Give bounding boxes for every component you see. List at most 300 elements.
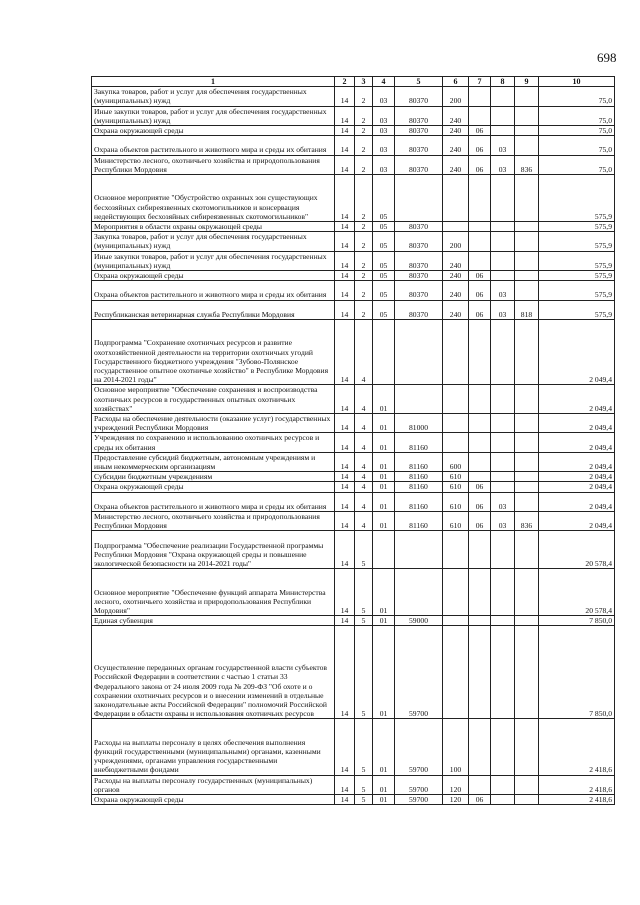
table-row [92, 531, 615, 569]
code-cell: 03 [491, 281, 515, 300]
amount-cell: 75,0 [539, 126, 615, 136]
code-cell [515, 175, 539, 222]
code-cell: 14 [335, 616, 355, 626]
code-cell [491, 414, 515, 433]
amount-cell: 2 049,4 [539, 433, 615, 452]
row-name: Охрана объектов растительного и животного мира и среды их обитания [92, 492, 335, 511]
code-cell: 5 [355, 775, 373, 794]
code-cell: 01 [373, 569, 395, 616]
code-cell: 03 [491, 155, 515, 174]
row-name: Расходы на обеспечение деятельности (оказание услуг) государственных учреждений Республики Мордовия [92, 414, 335, 433]
code-cell [515, 232, 539, 251]
table-row [92, 512, 615, 531]
code-cell [395, 385, 443, 414]
code-cell [469, 569, 491, 616]
code-cell [469, 626, 491, 719]
amount-cell: 20 578,4 [539, 569, 615, 616]
code-cell: 5 [355, 531, 373, 569]
code-cell: 2 [355, 106, 373, 125]
code-cell [443, 626, 469, 719]
row-name: Охрана окружающей среды [92, 795, 335, 805]
table-row [92, 719, 615, 775]
code-cell: 80370 [395, 87, 443, 106]
code-cell: 03 [373, 136, 395, 155]
code-cell: 836 [515, 155, 539, 174]
code-cell: 240 [443, 251, 469, 270]
table-row [92, 155, 615, 174]
header-cell: 10 [539, 77, 615, 87]
header-cell: 1 [92, 77, 335, 87]
row-name: Охрана окружающей среды [92, 482, 335, 492]
code-cell [443, 569, 469, 616]
amount-cell: 2 049,4 [539, 492, 615, 511]
code-cell [491, 126, 515, 136]
code-cell: 14 [335, 175, 355, 222]
amount-cell: 2 049,4 [539, 320, 615, 385]
code-cell [491, 719, 515, 775]
code-cell [395, 320, 443, 385]
code-cell: 14 [335, 512, 355, 531]
code-cell [443, 433, 469, 452]
code-cell [469, 175, 491, 222]
table-row [92, 414, 615, 433]
code-cell [515, 271, 539, 281]
code-cell [469, 251, 491, 270]
code-cell: 2 [355, 271, 373, 281]
code-cell [443, 531, 469, 569]
code-cell: 14 [335, 385, 355, 414]
amount-cell: 75,0 [539, 155, 615, 174]
code-cell: 14 [335, 433, 355, 452]
code-cell [469, 472, 491, 482]
code-cell [515, 472, 539, 482]
code-cell: 01 [373, 452, 395, 471]
row-name: Основное мероприятие "Обеспечение сохранения и воспроизводства охотничьих ресурсов в государственных опытных охотничьих хозяйствах" [92, 385, 335, 414]
code-cell: 14 [335, 626, 355, 719]
code-cell [491, 106, 515, 125]
code-cell: 81160 [395, 472, 443, 482]
code-cell: 818 [515, 300, 539, 319]
code-cell: 610 [443, 512, 469, 531]
amount-cell: 2 049,4 [539, 385, 615, 414]
table-row [92, 775, 615, 794]
code-cell: 4 [355, 414, 373, 433]
code-cell: 06 [469, 492, 491, 511]
header-cell: 3 [355, 77, 373, 87]
code-cell: 81160 [395, 512, 443, 531]
amount-cell: 2 049,4 [539, 482, 615, 492]
code-cell: 14 [335, 472, 355, 482]
code-cell [491, 251, 515, 270]
code-cell [491, 775, 515, 794]
code-cell: 01 [373, 775, 395, 794]
code-cell [491, 433, 515, 452]
code-cell: 14 [335, 126, 355, 136]
code-cell: 81160 [395, 492, 443, 511]
code-cell: 03 [373, 155, 395, 174]
row-name: Иные закупки товаров, работ и услуг для обеспечения государственных (муниципальных) нужд [92, 251, 335, 270]
code-cell: 81000 [395, 414, 443, 433]
code-cell: 05 [373, 175, 395, 222]
code-cell: 610 [443, 472, 469, 482]
header-cell: 5 [395, 77, 443, 87]
code-cell: 240 [443, 126, 469, 136]
amount-cell: 575,9 [539, 232, 615, 251]
code-cell: 80370 [395, 106, 443, 125]
code-cell: 4 [355, 492, 373, 511]
code-cell [515, 222, 539, 232]
code-cell: 01 [373, 482, 395, 492]
code-cell [491, 271, 515, 281]
code-cell [515, 126, 539, 136]
code-cell [491, 472, 515, 482]
amount-cell: 575,9 [539, 175, 615, 222]
row-name: Предоставление субсидий бюджетным, автономным учреждениям и иным некоммерческим организациям [92, 452, 335, 471]
code-cell: 14 [335, 136, 355, 155]
code-cell [515, 106, 539, 125]
code-cell: 01 [373, 472, 395, 482]
code-cell: 05 [373, 281, 395, 300]
code-cell [515, 775, 539, 794]
code-cell: 14 [335, 320, 355, 385]
code-cell: 06 [469, 512, 491, 531]
code-cell [491, 452, 515, 471]
code-cell: 200 [443, 232, 469, 251]
code-cell [395, 175, 443, 222]
header-cell: 8 [491, 77, 515, 87]
code-cell: 2 [355, 155, 373, 174]
amount-cell: 575,9 [539, 271, 615, 281]
code-cell: 240 [443, 106, 469, 125]
row-name: Учреждения по сохранению и использованию охотничьих ресурсов и среды их обитания [92, 433, 335, 452]
amount-cell: 75,0 [539, 136, 615, 155]
code-cell: 80370 [395, 136, 443, 155]
code-cell [491, 232, 515, 251]
row-name: Основное мероприятие "Обустройство охранных зон существующих бесхозяйных сибиреязвенных скотомогильников и консервация недействующих бесхозяйных сибиреязвенных скотомогильников" [92, 175, 335, 222]
code-cell: 01 [373, 512, 395, 531]
amount-cell: 2 418,6 [539, 775, 615, 794]
table-row [92, 385, 615, 414]
header-cell: 7 [469, 77, 491, 87]
code-cell: 600 [443, 452, 469, 471]
code-cell: 03 [491, 492, 515, 511]
code-cell [443, 616, 469, 626]
code-cell: 01 [373, 719, 395, 775]
code-cell: 120 [443, 795, 469, 805]
code-cell: 03 [373, 126, 395, 136]
code-cell: 4 [355, 452, 373, 471]
code-cell [491, 385, 515, 414]
row-name: Расходы на выплаты персоналу в целях обеспечения выполнения функций государственными (муниципальными) органами, казенными учреждениями, органами управления государственными внебюджетными фондами [92, 719, 335, 775]
table-row [92, 281, 615, 300]
code-cell [469, 320, 491, 385]
table-row [92, 433, 615, 452]
code-cell: 80370 [395, 251, 443, 270]
code-cell [469, 775, 491, 794]
page-number: 698 [597, 50, 617, 65]
code-cell [469, 452, 491, 471]
code-cell [491, 87, 515, 106]
code-cell: 59000 [395, 616, 443, 626]
code-cell: 610 [443, 492, 469, 511]
code-cell [515, 136, 539, 155]
code-cell: 2 [355, 281, 373, 300]
code-cell [491, 482, 515, 492]
header-cell: 9 [515, 77, 539, 87]
code-cell: 240 [443, 281, 469, 300]
code-cell: 05 [373, 222, 395, 232]
row-name: Закупка товаров, работ и услуг для обеспечения государственных (муниципальных) нужд [92, 87, 335, 106]
code-cell: 05 [373, 300, 395, 319]
code-cell [469, 87, 491, 106]
code-cell: 4 [355, 433, 373, 452]
code-cell [491, 531, 515, 569]
code-cell: 80370 [395, 271, 443, 281]
code-cell: 240 [443, 136, 469, 155]
table-row [92, 616, 615, 626]
table-row [92, 222, 615, 232]
code-cell: 03 [373, 106, 395, 125]
code-cell: 01 [373, 616, 395, 626]
code-cell: 2 [355, 232, 373, 251]
amount-cell: 2 418,6 [539, 795, 615, 805]
header-cell: 6 [443, 77, 469, 87]
code-cell: 2 [355, 175, 373, 222]
code-cell: 4 [355, 385, 373, 414]
code-cell: 03 [491, 300, 515, 319]
code-cell: 200 [443, 87, 469, 106]
code-cell [515, 616, 539, 626]
row-name: Субсидии бюджетным учреждениям [92, 472, 335, 482]
code-cell: 5 [355, 616, 373, 626]
code-cell [373, 531, 395, 569]
code-cell [515, 281, 539, 300]
code-cell: 80370 [395, 281, 443, 300]
code-cell [515, 482, 539, 492]
amount-cell: 2 049,4 [539, 414, 615, 433]
code-cell [469, 222, 491, 232]
code-cell: 240 [443, 155, 469, 174]
code-cell: 14 [335, 106, 355, 125]
table-row [92, 136, 615, 155]
code-cell: 4 [355, 472, 373, 482]
table-row [92, 126, 615, 136]
code-cell [373, 320, 395, 385]
code-cell [469, 719, 491, 775]
code-cell: 2 [355, 136, 373, 155]
code-cell: 81160 [395, 433, 443, 452]
code-cell: 14 [335, 87, 355, 106]
code-cell: 06 [469, 271, 491, 281]
code-cell: 14 [335, 300, 355, 319]
code-cell: 06 [469, 482, 491, 492]
code-cell: 14 [335, 795, 355, 805]
table-row [92, 472, 615, 482]
code-cell [491, 616, 515, 626]
code-cell: 14 [335, 775, 355, 794]
code-cell [515, 795, 539, 805]
amount-cell: 7 850,0 [539, 616, 615, 626]
code-cell [515, 531, 539, 569]
code-cell [443, 222, 469, 232]
row-name: Расходы на выплаты персоналу государственных (муниципальных) органов [92, 775, 335, 794]
code-cell: 05 [373, 251, 395, 270]
code-cell: 2 [355, 251, 373, 270]
row-name: Министерство лесного, охотничьего хозяйства и природопользования Республики Мордовия [92, 512, 335, 531]
code-cell: 240 [443, 300, 469, 319]
code-cell: 03 [491, 136, 515, 155]
amount-cell: 575,9 [539, 300, 615, 319]
table-row [92, 232, 615, 251]
table-header-row [92, 77, 615, 87]
amount-cell: 575,9 [539, 251, 615, 270]
code-cell: 80370 [395, 155, 443, 174]
code-cell: 836 [515, 512, 539, 531]
code-cell: 14 [335, 271, 355, 281]
code-cell [491, 222, 515, 232]
code-cell: 14 [335, 569, 355, 616]
code-cell: 5 [355, 569, 373, 616]
amount-cell: 2 418,6 [539, 719, 615, 775]
code-cell [515, 452, 539, 471]
code-cell: 01 [373, 433, 395, 452]
code-cell: 01 [373, 795, 395, 805]
table-row [92, 175, 615, 222]
table-row [92, 271, 615, 281]
table-row [92, 452, 615, 471]
code-cell [515, 251, 539, 270]
amount-cell: 20 578,4 [539, 531, 615, 569]
row-name: Мероприятия в области охраны окружающей среды [92, 222, 335, 232]
code-cell: 81160 [395, 482, 443, 492]
code-cell: 2 [355, 126, 373, 136]
code-cell [491, 569, 515, 616]
code-cell: 06 [469, 795, 491, 805]
code-cell [515, 719, 539, 775]
row-name: Министерство лесного, охотничьего хозяйства и природопользования Республики Мордовия [92, 155, 335, 174]
code-cell: 01 [373, 492, 395, 511]
code-cell [443, 320, 469, 385]
code-cell [469, 414, 491, 433]
code-cell: 5 [355, 719, 373, 775]
code-cell: 80370 [395, 222, 443, 232]
code-cell [395, 569, 443, 616]
code-cell [491, 626, 515, 719]
code-cell: 59700 [395, 775, 443, 794]
code-cell: 80370 [395, 126, 443, 136]
code-cell [491, 795, 515, 805]
code-cell: 14 [335, 452, 355, 471]
code-cell: 06 [469, 136, 491, 155]
table-row [92, 251, 615, 270]
code-cell: 4 [355, 482, 373, 492]
table-row [92, 482, 615, 492]
amount-cell: 7 850,0 [539, 626, 615, 719]
code-cell [515, 87, 539, 106]
amount-cell: 2 049,4 [539, 512, 615, 531]
code-cell [515, 569, 539, 616]
code-cell [515, 414, 539, 433]
row-name: Охрана окружающей среды [92, 126, 335, 136]
code-cell: 120 [443, 775, 469, 794]
code-cell [469, 433, 491, 452]
code-cell: 06 [469, 300, 491, 319]
code-cell: 80370 [395, 300, 443, 319]
code-cell: 14 [335, 492, 355, 511]
row-name: Закупка товаров, работ и услуг для обеспечения государственных (муниципальных) нужд [92, 232, 335, 251]
row-name: Подпрограмма "Обеспечение реализации Государственной программы Республики Мордовия "Охрана окружающей среды и повышение экологической безопасности на 2014-2021 годы" [92, 531, 335, 569]
row-name: Основное мероприятие "Обеспечение функций аппарата Министерства лесного, охотничьего хозяйства и природопользования Республики Мордовия" [92, 569, 335, 616]
code-cell: 01 [373, 385, 395, 414]
code-cell [469, 106, 491, 125]
amount-cell: 2 049,4 [539, 452, 615, 471]
row-name: Охрана объектов растительного и животного мира и среды их обитания [92, 136, 335, 155]
amount-cell: 2 049,4 [539, 472, 615, 482]
code-cell: 14 [335, 414, 355, 433]
code-cell: 05 [373, 232, 395, 251]
amount-cell: 575,9 [539, 281, 615, 300]
code-cell: 2 [355, 87, 373, 106]
row-name: Охрана объектов растительного и животного мира и среды их обитания [92, 281, 335, 300]
code-cell: 06 [469, 126, 491, 136]
code-cell: 2 [355, 300, 373, 319]
code-cell [395, 531, 443, 569]
code-cell: 4 [355, 512, 373, 531]
table-row [92, 795, 615, 805]
table-row [92, 569, 615, 616]
code-cell: 4 [355, 320, 373, 385]
row-name: Республиканская ветеринарная служба Республики Мордовия [92, 300, 335, 319]
row-name: Подпрограмма "Сохранение охотничьих ресурсов и развитие охотхозяйственной деятельности на территории охотничьих угодий Государственного бюджетного учреждения "Зубово-Полянское государственное опытное охотничье хозяйство" в Республике Мордовия на 2014-2021 годы" [92, 320, 335, 385]
code-cell: 14 [335, 251, 355, 270]
amount-cell: 75,0 [539, 106, 615, 125]
code-cell: 59700 [395, 795, 443, 805]
amount-cell: 575,9 [539, 222, 615, 232]
header-cell: 4 [373, 77, 395, 87]
row-name: Единая субвенция [92, 616, 335, 626]
code-cell: 5 [355, 626, 373, 719]
budget-table [91, 76, 615, 805]
code-cell [515, 626, 539, 719]
code-cell: 01 [373, 626, 395, 719]
header-cell: 2 [335, 77, 355, 87]
table-row [92, 87, 615, 106]
code-cell [443, 414, 469, 433]
amount-cell: 75,0 [539, 87, 615, 106]
code-cell [515, 433, 539, 452]
code-cell: 03 [491, 512, 515, 531]
code-cell: 80370 [395, 232, 443, 251]
code-cell: 14 [335, 531, 355, 569]
row-name: Осуществление переданных органам государственной власти субъектов Российской Федерации в соответствии с частью 1 статьи 33 Федерального закона от 24 июля 2009 года № 209-ФЗ "Об охоте и о сохранении охотничьих ресурсов и о внесении изменений в отдельные законодательные акты Российской Федерации" полномочий Российской Федерации в области охраны и использования охотничьих ресурсов [92, 626, 335, 719]
code-cell [469, 385, 491, 414]
code-cell: 06 [469, 155, 491, 174]
code-cell: 06 [469, 281, 491, 300]
table-row [92, 626, 615, 719]
table-body [92, 87, 615, 805]
code-cell [515, 320, 539, 385]
code-cell [491, 320, 515, 385]
row-name: Охрана окружающей среды [92, 271, 335, 281]
code-cell: 14 [335, 719, 355, 775]
code-cell: 05 [373, 271, 395, 281]
code-cell: 240 [443, 271, 469, 281]
code-cell: 100 [443, 719, 469, 775]
code-cell: 03 [373, 87, 395, 106]
code-cell [491, 175, 515, 222]
row-name: Иные закупки товаров, работ и услуг для обеспечения государственных (муниципальных) нужд [92, 106, 335, 125]
code-cell: 14 [335, 155, 355, 174]
